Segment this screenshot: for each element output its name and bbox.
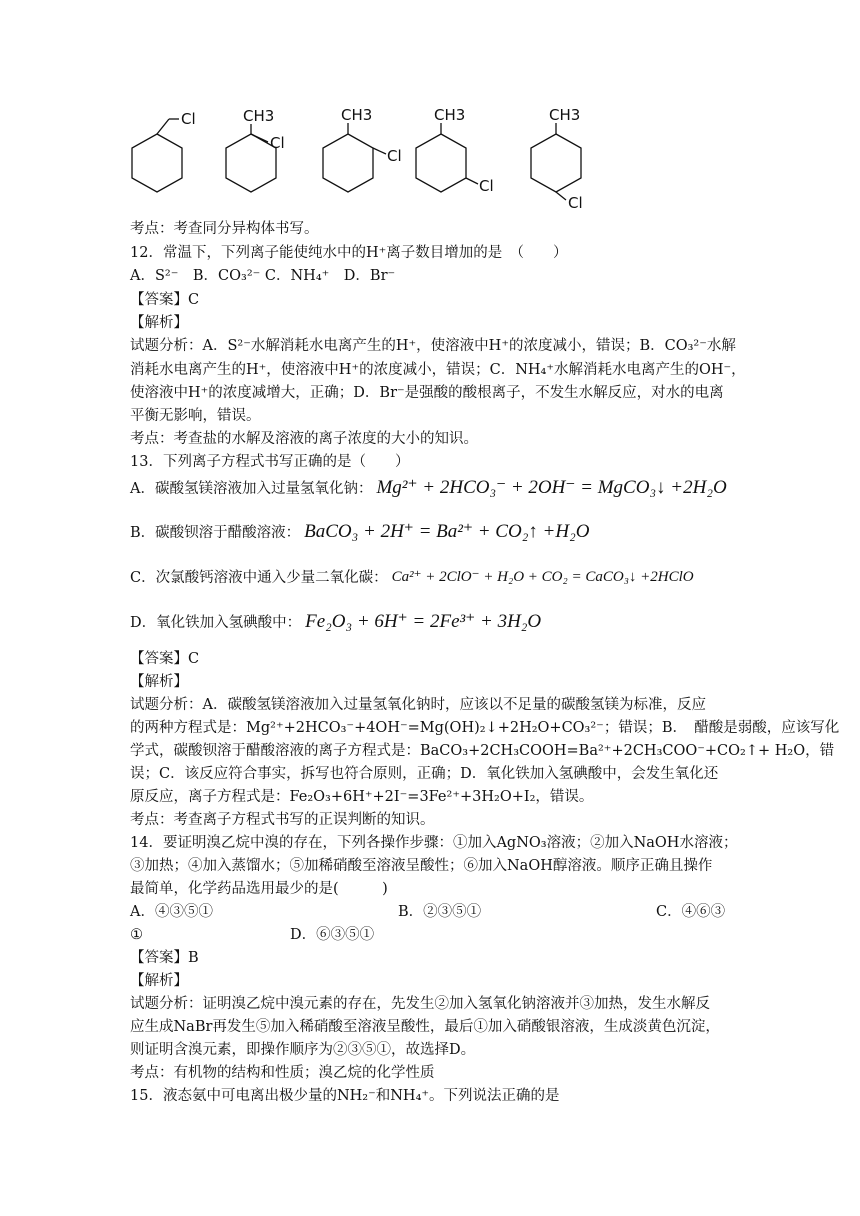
structure-4-cl: Cl [479,177,494,195]
question-15: 15．液态氨中可电离出极少量的NH₂⁻和NH₄⁺。下列说法正确的是 [130,1088,560,1104]
question-12: 12．常温下，下列离子能使纯水中的H⁺离子数目增加的是 （ ） [130,245,568,261]
question-14-line1: 14．要证明溴乙烷中溴的存在，下列各操作步骤：①加入AgNO₃溶液；②加入NaOH水溶液； [130,835,738,851]
analysis-13-line3: 学式，碳酸钡溶于醋酸溶液的离子方程式是：BaCO₃+2CH₃COOH=Ba²⁺+2CH₃COO⁻+CO₂↑+ H₂O，错 [130,743,835,759]
kaodian-12: 考点：考查盐的水解及溶液的离子浓度的大小的知识。 [130,431,478,447]
q13-option-c-text: C．次氯酸钙溶液中通入少量二氧化碳： [130,569,388,586]
answer-12: 【答案】C [130,292,200,308]
structure-2-ch3: CH3 [243,107,275,125]
q14-option-c-continued: ① [130,927,143,943]
structure-4-ch3: CH3 [434,106,466,124]
analysis-12-line3: 使溶液中H⁺的浓度减增大，正确；D．Br⁻是强酸的酸根离子，不发生水解反应，对水的电离 [130,385,724,401]
q13-option-b-formula: BaCO₃ + 2H⁺ = Ba²⁺ + CO₂↑ +H₂O [304,520,590,542]
analysis-12-line4: 平衡无影响，错误。 [130,408,261,424]
structure-1 [132,119,182,192]
answer-14: 【答案】B [130,950,199,966]
structure-3-cl: Cl [387,147,402,165]
structure-3-ch3: CH3 [341,106,373,124]
q13-option-a [130,472,727,502]
structure-3 [323,123,386,192]
analysis-14-line2: 应生成NaBr再发生⑤加入稀硝酸至溶液呈酸性，最后①加入硝酸银溶液，生成淡黄色沉淀， [130,1019,720,1035]
kaodian-13: 考点：考查离子方程式书写的正误判断的知识。 [130,812,435,828]
analysis-heading-14: 【解析】 [130,973,188,989]
q14-option-b: B．②③⑤① [398,904,482,920]
analysis-heading-12: 【解析】 [130,315,188,331]
analysis-13-line1: 试题分析：A．碳酸氢镁溶液加入过量氢氧化钠时，应该以不足量的碳酸氢镁为标准，反应 [130,697,706,713]
q13-option-b-text: B．碳酸钡溶于醋酸溶液： [130,524,301,541]
question-14-line3: 最简单，化学药品选用最少的是( ) [130,881,388,897]
analysis-13-line5: 原反应，离子方程式是：Fe₂O₃+6H⁺+2I⁻=3Fe²⁺+3H₂O+I₂，错误。 [130,789,594,805]
answer-13: 【答案】C [130,651,200,667]
q13-option-c-formula: Ca²⁺ + 2ClO⁻ + H₂O + CO₂ = CaCO₃↓ +2HClO [391,568,694,585]
structure-2-cl: Cl [270,134,285,152]
kaodian-14: 考点：有机物的结构和性质；溴乙烷的化学性质 [130,1065,435,1081]
analysis-14-line3: 则证明含溴元素，即操作顺序为②③⑤①，故选择D。 [130,1042,476,1058]
q13-option-d [130,606,541,636]
q13-option-a-text: A．碳酸氢镁溶液加入过量氢氧化钠： [130,480,373,497]
structure-2 [226,124,276,192]
structure-5-ch3: CH3 [549,106,581,124]
structure-4 [416,123,478,192]
q13-option-d-text: D．氧化铁加入氢碘酸中： [130,614,302,631]
analysis-13-line4: 误；C．该反应符合事实，拆写也符合原则，正确；D．氧化铁加入氢碘酸中，会发生氧化还 [130,766,719,782]
question-14-line2: ③加热；④加入蒸馏水；⑤加稀硝酸至溶液呈酸性；⑥加入NaOH醇溶液。顺序正确且操作 [130,858,713,874]
analysis-12-line2: 消耗水电离产生的H⁺，使溶液中H⁺的浓度减小，错误；C．NH₄⁺水解消耗水电离产生的OH⁻， [130,362,746,378]
question-12-options: A．S²⁻ B．CO₃²⁻ C．NH₄⁺ D．Br⁻ [130,268,396,284]
q13-option-a-formula: Mg²⁺ + 2HCO₃⁻ + 2OH⁻ = MgCO₃↓ +2H₂O [376,476,727,498]
kaodian-11: 考点：考查同分异构体书写。 [130,221,319,237]
q13-option-d-formula: Fe₂O₃ + 6H⁺ = 2Fe³⁺ + 3H₂O [305,610,542,632]
isomer-structures [125,104,605,216]
q14-option-a: A．④③⑤① [130,904,213,920]
q13-option-b [130,516,589,546]
structure-1-cl: Cl [181,110,196,128]
structure-5-cl: Cl [568,194,583,212]
analysis-heading-13: 【解析】 [130,674,188,690]
analysis-13-line2: 的两种方程式是：Mg²⁺+2HCO₃⁻+4OH⁻=Mg(OH)₂↓+2H₂O+CO₃²⁻；错误；B． 醋酸是弱酸，应该写化 [130,720,840,736]
analysis-14-line1: 试题分析：证明溴乙烷中溴元素的存在，先发生②加入氢氧化钠溶液并③加热，发生水解反 [130,996,710,1012]
q13-option-c [130,561,694,591]
q14-option-c: C．④⑥③ [656,904,726,920]
question-13: 13．下列离子方程式书写正确的是（ ） [130,454,410,470]
structure-5 [531,123,581,200]
analysis-12-line1: 试题分析：A．S²⁻水解消耗水电离产生的H⁺，使溶液中H⁺的浓度减小，错误；B．CO₃²⁻水解 [130,338,736,354]
q14-option-d: D．⑥③⑤① [290,927,375,943]
